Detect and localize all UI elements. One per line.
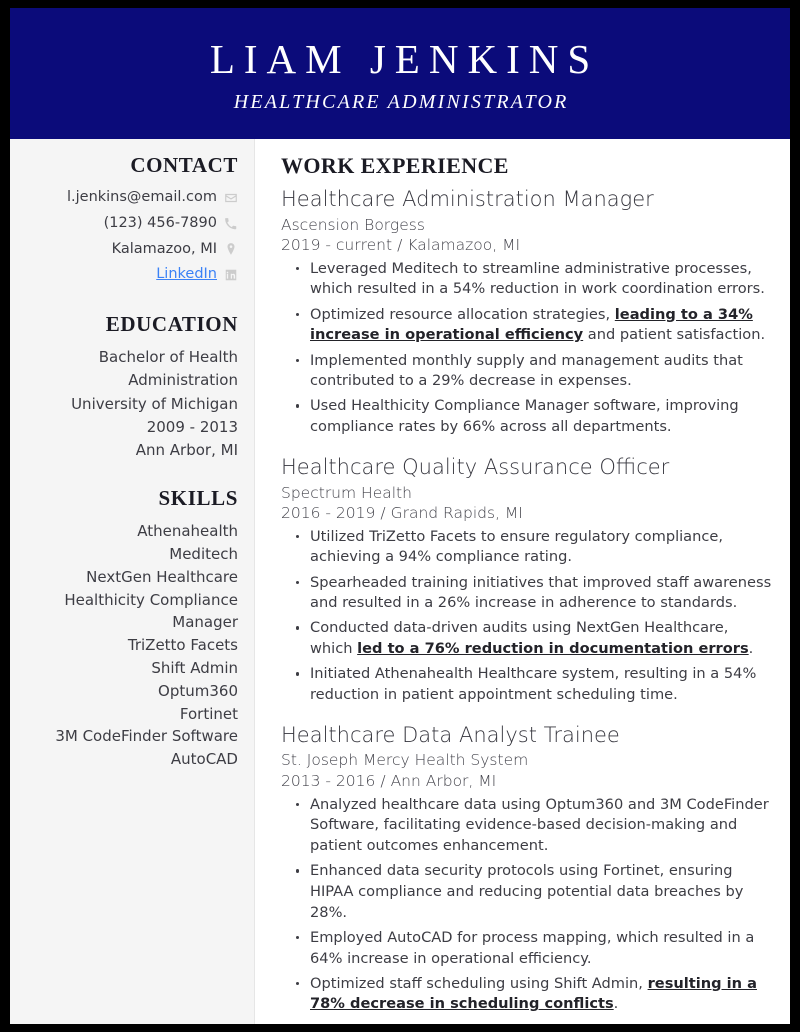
bullet-text: Analyzed healthcare data using Optum360 and 3M CodeFinder Software, facilitating evidence-based decision-making and patient outcomes enhancement. [310, 795, 769, 854]
job-bullet [310, 664, 772, 705]
contact-list [20, 187, 238, 286]
job-meta [281, 235, 772, 256]
resume-header [10, 8, 790, 139]
skills-section [20, 486, 238, 771]
bullet-text-tail: . [748, 640, 754, 658]
education-line: University of Michigan [71, 394, 238, 413]
job-bullet [310, 618, 772, 659]
job-dates: 2013 - 2016 [281, 771, 376, 790]
skill-item: Athenahealth [137, 522, 238, 541]
job-entry [281, 187, 772, 438]
skill-item: Healthicity Compliance Manager [64, 590, 238, 632]
candidate-name: LIAM JENKINS [209, 35, 600, 82]
bullet-emphasis: resulting in a 78% decrease in scheduling conflicts [310, 974, 757, 1013]
job-meta [281, 771, 772, 792]
skill-item: AutoCAD [170, 750, 238, 769]
job-bullet [310, 861, 772, 923]
job-dates: 2019 - current [281, 235, 393, 254]
contact-text: l.jenkins@email.com [66, 189, 217, 205]
education-heading: EDUCATION [105, 312, 238, 336]
bullet-text: Utilized TriZetto Facets to ensure regulatory compliance, achieving a 94% compliance rating. [310, 527, 724, 566]
job-title: Healthcare Administration Manager [281, 187, 654, 211]
job-bullet [310, 527, 772, 568]
bullet-text: Initiated Athenahealth Healthcare system, resulting in a 54% reduction in patient appointment scheduling time. [310, 665, 757, 704]
job-company: Spectrum Health [281, 483, 412, 502]
job-bullet-list [281, 527, 772, 706]
job-entry [281, 723, 772, 1015]
bullet-text: Employed AutoCAD for process mapping, which resulted in a 64% increase in operational efficiency. [310, 928, 755, 967]
skill-item: 3M CodeFinder Software [55, 727, 238, 746]
job-bullet [310, 928, 772, 969]
resume-body [10, 139, 790, 1024]
job-dates: 2016 - 2019 [281, 503, 376, 522]
sidebar [10, 139, 255, 1024]
linkedin-icon [224, 268, 238, 282]
contact-item[interactable] [20, 264, 238, 286]
job-company: St. Joseph Mercy Health System [281, 751, 529, 770]
contact-item [20, 213, 238, 235]
education-line: 2009 - 2013 [146, 417, 238, 436]
education-section [20, 312, 238, 462]
bullet-text: Optimized staff scheduling using Shift Admin, [310, 974, 648, 992]
job-list [281, 187, 772, 1015]
bullet-text: Implemented monthly supply and management audits that contributed to a 29% decrease in expenses. [310, 351, 743, 390]
job-meta [281, 503, 772, 524]
contact-heading: CONTACT [130, 153, 238, 177]
skill-item: Meditech [169, 545, 238, 564]
job-bullet [310, 396, 772, 437]
job-bullet [310, 305, 772, 346]
education-line: Bachelor of Health Administration [98, 348, 238, 390]
bullet-emphasis: leading to a 34% increase in operational efficiency [310, 305, 753, 344]
bullet-emphasis: led to a 76% reduction in documentation errors [357, 640, 749, 658]
education-list [20, 346, 238, 462]
job-meta-separator: / [380, 771, 386, 790]
contact-text: (123) 456-7890 [103, 214, 217, 231]
location-pin-icon [224, 242, 238, 256]
skill-item: NextGen Healthcare [86, 567, 238, 586]
main-column [255, 139, 790, 1024]
bullet-text: Spearheaded training initiatives that improved staff awareness and resulted in a 26% increase in adherence to standards. [310, 573, 772, 612]
bullet-text: Enhanced data security protocols using Fortinet, ensuring HIPAA compliance and reducing potential data breaches by 28%. [310, 862, 744, 921]
envelope-icon [224, 191, 238, 205]
bullet-text: Optimized resource allocation strategies, [310, 305, 615, 323]
contact-section [20, 153, 238, 286]
job-bullet-list [281, 795, 772, 1016]
phone-icon [224, 217, 238, 231]
job-bullet [310, 351, 772, 392]
skills-list [20, 520, 238, 771]
skills-heading: SKILLS [158, 486, 238, 511]
bullet-text: Conducted data-driven audits using NextGen Healthcare, which [310, 619, 729, 658]
contact-item [20, 239, 238, 261]
work-experience-heading: WORK EXPERIENCE [281, 153, 509, 178]
bullet-text: Used Healthicity Compliance Manager software, improving compliance rates by 66% across all departments. [310, 397, 739, 436]
job-location: Kalamazoo, MI [407, 235, 521, 254]
contact-link[interactable]: LinkedIn [156, 266, 217, 283]
job-meta-separator: / [397, 235, 403, 254]
skill-item: Shift Admin [151, 659, 238, 678]
job-bullet-list [281, 259, 772, 438]
skill-item: Fortinet [179, 704, 238, 723]
job-location: Grand Rapids, MI [390, 503, 523, 522]
bullet-text: Leveraged Meditech to streamline administrative processes, which resulted in a 54% reduction in work coordination errors. [310, 259, 765, 298]
job-title: Healthcare Data Analyst Trainee [281, 722, 620, 747]
job-bullet [310, 795, 772, 857]
contact-item [20, 187, 238, 209]
job-company: Ascension Borgess [281, 215, 425, 234]
skill-item: Optum360 [158, 681, 238, 700]
job-bullet [310, 259, 772, 300]
job-title: Healthcare Quality Assurance Officer [281, 454, 670, 479]
resume-page [10, 8, 790, 1024]
candidate-role: HEALTHCARE ADMINISTRATOR [233, 91, 569, 114]
job-bullet [310, 573, 772, 614]
bullet-text-tail: . [613, 995, 619, 1013]
job-meta-separator: / [380, 503, 386, 522]
bullet-text-tail: and patient satisfaction. [583, 326, 766, 344]
education-line: Ann Arbor, MI [135, 441, 238, 459]
job-bullet [310, 974, 772, 1015]
skill-item: TriZetto Facets [127, 636, 238, 655]
job-entry [281, 455, 772, 706]
job-location: Ann Arbor, MI [390, 771, 497, 790]
contact-text: Kalamazoo, MI [111, 240, 217, 257]
